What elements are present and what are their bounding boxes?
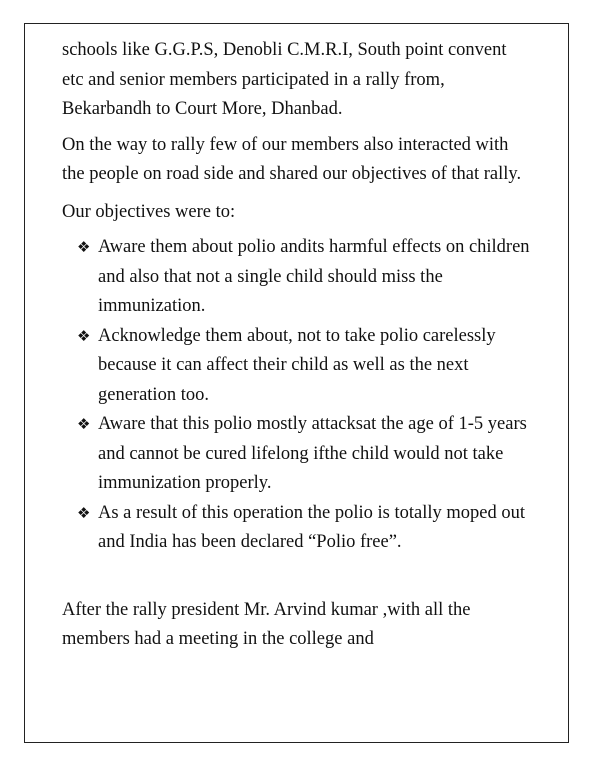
paragraph-rally-interaction: On the way to rally few of our members also interacted with the people on road side and shared our objectives of that rally.	[62, 134, 522, 184]
diamond-bullet-icon: ❖	[77, 415, 91, 433]
objectives-heading: Our objectives were to:	[62, 201, 236, 222]
objectives-list	[62, 233, 532, 558]
objective-item	[77, 322, 532, 411]
objective-text: Acknowledge them about, not to take polio carelessly because it can affect their child as well as the next generation too.	[98, 325, 496, 405]
document-body	[62, 36, 532, 655]
objective-text: Aware them about polio andits harmful effects on children and also that not a single child should miss the immunization.	[98, 237, 530, 316]
diamond-bullet-icon: ❖	[77, 238, 91, 256]
objective-text: Aware that this polio mostly attacksat the age of 1-5 years and cannot be cured lifelong ifthe child would not take immunization properly.	[98, 414, 527, 493]
objective-item	[77, 233, 532, 322]
objective-item	[77, 499, 532, 558]
paragraph-post-rally-meeting: After the rally president Mr. Arvind kumar ,with all the members had a meeting in the college and	[62, 599, 471, 649]
objective-text: As a result of this operation the polio is totally moped out and India has been declared “Polio free”.	[98, 502, 525, 552]
paragraph-rally-participants: schools like G.G.P.S, Denobli C.M.R.I, South point convent etc and senior members participated in a rally from, Bekarbandh to Court More, Dhanbad.	[62, 40, 507, 119]
diamond-bullet-icon: ❖	[77, 503, 91, 522]
diamond-bullet-icon: ❖	[77, 326, 91, 345]
objective-item	[77, 410, 532, 499]
